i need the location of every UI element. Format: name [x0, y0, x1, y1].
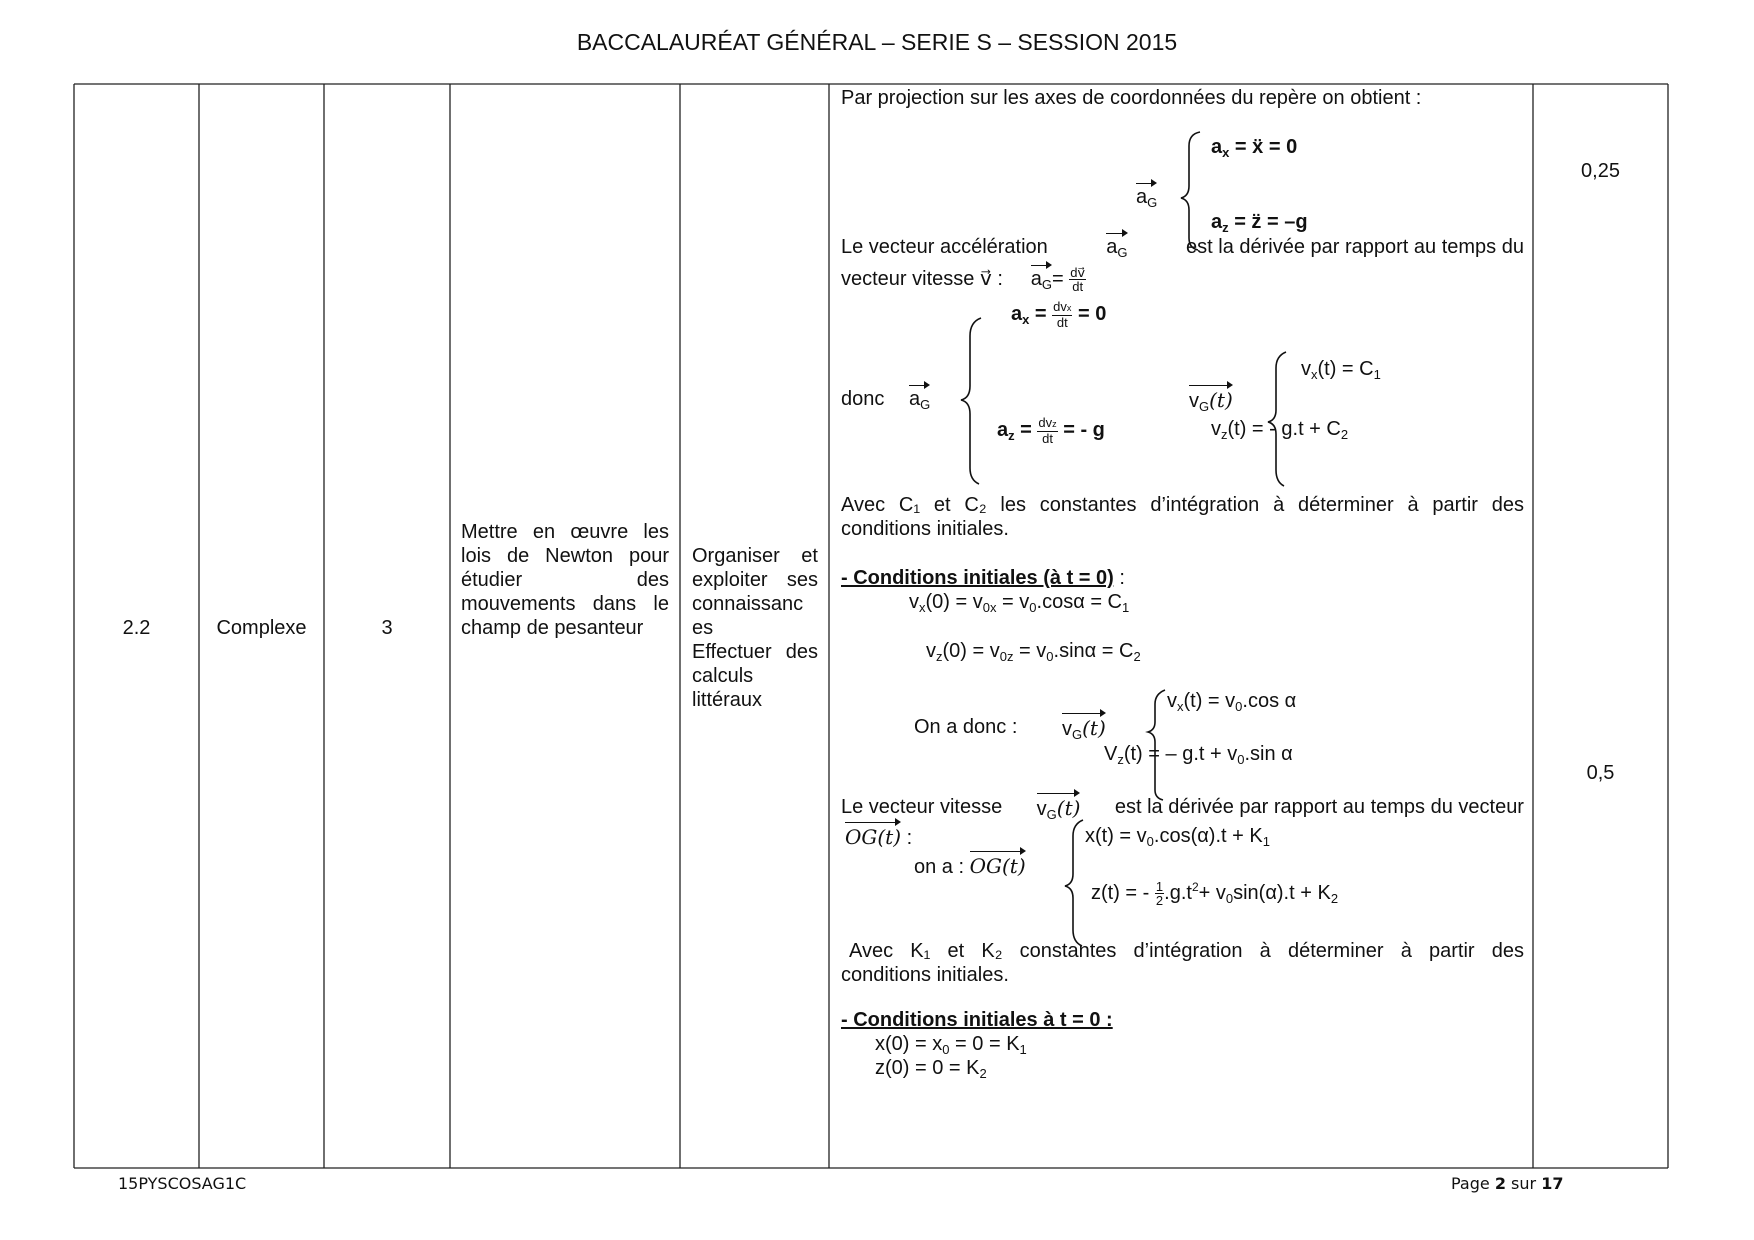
az-equation: $a_z$ = z̈ = –g [1211, 211, 1308, 235]
position-vector: OG(t) : [845, 825, 913, 849]
competence-line: étudier des [461, 569, 669, 591]
initial-conditions-title-2: - Conditions initiales à t = 0 : [841, 1009, 1113, 1031]
vx0-equation: $v_x(0) = v_{0x} = v_0.\cos\alpha = C_1$ [909, 591, 1130, 615]
k-constants-paragraph: Avec K₁ et K₂ constantes d’intégration à déterminer à partir des [849, 940, 1524, 962]
x0-equation: $x(0) = x_0 = 0 = K_1$ [875, 1033, 1027, 1057]
intro-text: Par projection sur les axes de coordonnées du repère on obtient : [841, 87, 1422, 109]
az-derivative: $a_z$ = $\frac{\text{dvz}}{dt}$ = - g [997, 415, 1105, 446]
competence-line: mouvements dans le [461, 593, 669, 615]
competence-line: Mettre en œuvre les [461, 521, 669, 543]
brace-acc-1 [1181, 132, 1200, 250]
points-value: 0,25 [1581, 160, 1620, 182]
skills-line: es [692, 617, 714, 639]
accel-vector: $a_G$ [909, 388, 931, 412]
constants-paragraph-end: conditions initiales. [841, 518, 1009, 540]
brace-pos [1065, 820, 1083, 946]
on-a-label: on a : OG(t) [914, 854, 1026, 878]
competence-line: champ de pesanteur [461, 617, 644, 639]
skills-line: calculs [692, 665, 754, 687]
coefficient: 3 [381, 617, 393, 639]
derivative-paragraph: Le vecteur accélération $a_G$ est la dérivée par rapport au temps du [841, 236, 1524, 260]
velocity-vector: $v_G(t)$ [1062, 716, 1106, 742]
xt-equation: $x(t) = v_0.\cos(\alpha).t + K_1$ [1085, 825, 1270, 849]
k-constants-paragraph-end: conditions initiales. [841, 964, 1009, 986]
initial-conditions-title-1: - Conditions initiales (à t = 0) : [841, 567, 1125, 589]
points-value: 0,5 [1586, 762, 1615, 784]
skills-line: Effectuer des [692, 641, 818, 663]
donc-label: donc [841, 388, 885, 410]
competence-line: lois de Newton pour [461, 545, 669, 567]
position-derivative-paragraph: Le vecteur vitesse $v_G(t)$ est la dérivée par rapport au temps du vecteur [841, 796, 1524, 822]
vzt-sin-equation: $V_z(t)$ = – $g.t + v_0.\sin$ α [1104, 743, 1293, 767]
constants-paragraph: Avec C₁ et C₂ les constantes d’intégration à déterminer à partir des [841, 494, 1524, 516]
difficulty-level: Complexe [216, 617, 307, 639]
skills-text [692, 544, 818, 712]
velocity-derivative-line: vecteur vitesse v⃗ : $a_G=$ $\frac{dv⃗}{dt}$ [841, 265, 1086, 295]
velocity-vector: $v_G(t)$ [1189, 388, 1233, 414]
page-header: BACCALAURÉAT GÉNÉRAL – SERIE S – SESSION 2015 [576, 29, 1178, 55]
on-a-donc-label: On a donc : [914, 716, 1018, 738]
z0-equation: $z(0) = 0 = K_2$ [875, 1057, 987, 1081]
competence-text [461, 520, 669, 640]
question-number: 2.2 [122, 617, 151, 639]
zt-equation: z(t) = - $\frac{1}{2}$ $.g.t^2+ v_0\sin(\alpha).t + K_2$ [1091, 879, 1339, 909]
skills-line: connaissanc [692, 593, 804, 615]
vxt-cos-equation: $v_x(t) = v_0.\cos$ α [1167, 690, 1297, 714]
vx-equation: $v_x(t) = C_1$ [1301, 358, 1381, 382]
skills-line: exploiter ses [692, 569, 818, 591]
vz-equation: $v_z(t)$ = - $g.t + C_2$ [1211, 418, 1349, 442]
page-number: Page 2 sur 17 [1451, 1174, 1564, 1193]
ax-equation: $a_x$ = ẍ = 0 [1211, 136, 1298, 160]
skills-line: littéraux [692, 689, 763, 711]
skills-line: Organiser et [692, 545, 818, 567]
vz0-equation: $v_z(0) = v_{0z} = v_0.\sin\alpha = C_2$ [926, 640, 1141, 664]
ax-derivative: $a_x$ = $\frac{\text{dvx}}{dt}$ = 0 [1011, 299, 1107, 330]
brace-acc-2 [961, 318, 981, 484]
accel-vector: $a_G$ [1136, 186, 1158, 210]
document-code: 15PYSCOSAG1C [118, 1174, 247, 1193]
